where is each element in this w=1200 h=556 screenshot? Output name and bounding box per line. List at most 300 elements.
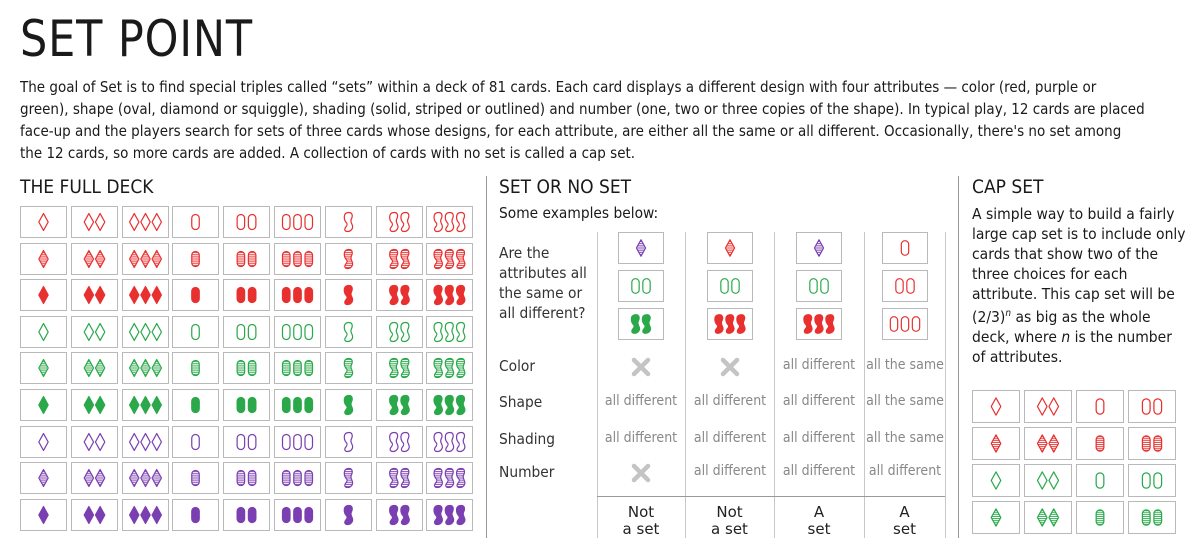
oval-symbol — [249, 251, 257, 266]
deck-card — [325, 389, 372, 421]
deck-card — [426, 499, 473, 531]
deck-card — [274, 243, 321, 275]
squiggle-symbol — [815, 315, 823, 334]
deck-card — [426, 243, 473, 275]
deck-card — [274, 389, 321, 421]
squiggle-symbol — [457, 432, 465, 451]
deck-card — [223, 499, 270, 531]
oval-symbol — [1142, 510, 1150, 525]
cap-set-description: A simple way to build a fairly large cap set is to include only cards that show two of the three choices for each attribute. This cap set will be $(2/3)^n$ as big as the whole deck, where n is the number of attributes. — [972, 205, 1186, 367]
deck-card — [376, 243, 423, 275]
deck-card — [274, 279, 321, 311]
result-cell: all different — [693, 393, 766, 409]
diamond-symbol — [129, 506, 138, 523]
squiggle-symbol — [434, 469, 442, 488]
example-card — [618, 308, 664, 340]
diamond-symbol — [95, 433, 104, 450]
x-icon — [685, 355, 775, 379]
oval-symbol — [283, 361, 291, 376]
squiggle-symbol — [446, 322, 454, 341]
squiggle-symbol — [446, 212, 454, 231]
oval-symbol — [192, 507, 200, 522]
deck-card — [426, 316, 473, 348]
deck-card — [20, 352, 67, 384]
oval-symbol — [305, 471, 313, 486]
deck-card — [325, 352, 372, 384]
diamond-symbol — [152, 214, 161, 231]
diamond-symbol — [152, 287, 161, 304]
result-cell: all the same — [865, 357, 944, 373]
diamond-symbol — [725, 240, 734, 257]
cap-set-card — [1128, 390, 1176, 423]
deck-card — [426, 206, 473, 238]
squiggle-symbol — [389, 395, 397, 414]
deck-card — [71, 316, 118, 348]
diamond-symbol — [991, 398, 1001, 415]
oval-symbol — [283, 288, 291, 303]
deck-card — [122, 352, 169, 384]
verdict-separator — [597, 496, 945, 497]
deck-card — [223, 243, 270, 275]
diamond-symbol — [140, 287, 149, 304]
deck-card — [274, 206, 321, 238]
deck-card — [20, 426, 67, 458]
oval-symbol — [192, 288, 200, 303]
squiggle-symbol — [434, 249, 442, 268]
oval-symbol — [249, 398, 257, 413]
squiggle-symbol — [457, 322, 465, 341]
oval-symbol — [294, 434, 302, 449]
example-column-line — [774, 232, 775, 538]
deck-card — [426, 426, 473, 458]
deck-card — [223, 389, 270, 421]
squiggle-symbol — [344, 395, 352, 414]
deck-card — [172, 279, 219, 311]
squiggle-symbol — [826, 315, 834, 334]
squiggle-symbol — [344, 212, 352, 231]
deck-card — [223, 462, 270, 494]
attribute-label-color: Color — [499, 357, 536, 375]
diamond-symbol — [814, 240, 823, 257]
diamond-symbol — [152, 323, 161, 340]
oval-symbol — [192, 215, 200, 230]
cap-set-card — [1076, 390, 1124, 423]
oval-symbol — [305, 398, 313, 413]
deck-card — [274, 499, 321, 531]
oval-symbol — [890, 317, 897, 332]
diamond-symbol — [84, 470, 93, 487]
attribute-label-number: Number — [499, 463, 555, 481]
squiggle-symbol — [446, 249, 454, 268]
example-column-line — [685, 232, 686, 538]
oval-symbol — [901, 241, 908, 256]
squiggle-symbol — [401, 286, 409, 305]
deck-card — [122, 279, 169, 311]
verdict-label: Not a set — [711, 503, 748, 538]
cap-set-card — [972, 427, 1020, 460]
squiggle-symbol — [344, 286, 352, 305]
deck-card — [274, 316, 321, 348]
oval-symbol — [192, 251, 200, 266]
example-card — [796, 232, 842, 264]
squiggle-symbol — [434, 505, 442, 524]
oval-symbol — [810, 279, 817, 294]
deck-card — [71, 462, 118, 494]
diamond-symbol — [39, 506, 48, 523]
intro-paragraph: The goal of Set is to find special triples called “sets” within a deck of 81 cards. Each card displays a different design with four attributes — color (red, purple or green), shape (oval, diamond or squiggle), shading (solid, striped or outlined) and number (one, two or three copies of the shape). In typical play, 12 cards are placed face-up and the players search for sets of three cards whose designs, for each attribute, are either all the same or all different. Occasionally, there's no set among the 12 cards, so more cards are added. A collection of cards with no set is called a cap set. — [20, 78, 1145, 162]
diamond-symbol — [129, 470, 138, 487]
diamond-symbol — [140, 470, 149, 487]
cap-set-card — [1024, 390, 1072, 423]
squiggle-symbol — [446, 469, 454, 488]
squiggle-symbol — [344, 249, 352, 268]
diamond-symbol — [129, 250, 138, 267]
oval-symbol — [192, 398, 200, 413]
example-card — [882, 270, 928, 302]
example-card — [707, 232, 753, 264]
example-card — [707, 270, 753, 302]
deck-card — [20, 206, 67, 238]
oval-symbol — [901, 317, 908, 332]
deck-card — [426, 279, 473, 311]
set-or-no-set-heading: SET OR NO SET — [499, 176, 632, 198]
diamond-symbol — [129, 214, 138, 231]
oval-symbol — [632, 279, 639, 294]
deck-card — [172, 426, 219, 458]
diamond-symbol — [84, 360, 93, 377]
oval-symbol — [283, 507, 291, 522]
example-column-line — [945, 232, 946, 538]
diamond-symbol — [152, 506, 161, 523]
result-cell: all different — [782, 463, 856, 479]
result-cell: all different — [693, 463, 766, 479]
diamond-symbol — [39, 470, 48, 487]
oval-symbol — [305, 215, 313, 230]
squiggle-symbol — [344, 505, 352, 524]
deck-card — [325, 243, 372, 275]
attributes-question: Are the attributes all the same or all different? — [499, 244, 587, 322]
squiggle-symbol — [457, 469, 465, 488]
cap-set-card — [1076, 427, 1124, 460]
diamond-symbol — [991, 472, 1001, 489]
diamond-symbol — [84, 506, 93, 523]
diamond-symbol — [39, 433, 48, 450]
squiggle-symbol — [446, 432, 454, 451]
diamond-symbol — [84, 214, 93, 231]
diamond-symbol — [140, 397, 149, 414]
squiggle-symbol — [446, 395, 454, 414]
diamond-symbol — [129, 433, 138, 450]
diamond-symbol — [95, 214, 104, 231]
squiggle-symbol — [446, 505, 454, 524]
squiggle-symbol — [434, 359, 442, 378]
deck-card — [20, 279, 67, 311]
squiggle-symbol — [736, 315, 744, 334]
deck-card — [223, 316, 270, 348]
squiggle-symbol — [401, 432, 409, 451]
oval-symbol — [283, 434, 291, 449]
squiggle-symbol — [401, 505, 409, 524]
squiggle-symbol — [714, 315, 722, 334]
squiggle-symbol — [401, 359, 409, 378]
deck-card — [274, 426, 321, 458]
oval-symbol — [294, 288, 302, 303]
diamond-symbol — [95, 470, 104, 487]
diamond-symbol — [140, 214, 149, 231]
deck-card — [426, 352, 473, 384]
diamond-symbol — [152, 470, 161, 487]
oval-symbol — [249, 434, 257, 449]
deck-card — [20, 499, 67, 531]
squiggle-symbol — [725, 315, 733, 334]
cap-set-card — [1128, 464, 1176, 497]
deck-card — [122, 389, 169, 421]
oval-symbol — [249, 324, 257, 339]
deck-card — [20, 316, 67, 348]
deck-card — [325, 206, 372, 238]
deck-card — [71, 426, 118, 458]
oval-symbol — [305, 288, 313, 303]
oval-symbol — [237, 471, 245, 486]
result-cell: all different — [868, 463, 941, 479]
example-card — [796, 308, 842, 340]
oval-symbol — [1096, 473, 1104, 488]
oval-symbol — [305, 507, 313, 522]
deck-card — [325, 316, 372, 348]
cap-set-card — [1128, 427, 1176, 460]
diamond-symbol — [991, 509, 1001, 526]
result-cell: all different — [604, 393, 678, 409]
squiggle-symbol — [446, 286, 454, 305]
result-cell: all different — [782, 393, 856, 409]
diamond-symbol — [1037, 435, 1047, 452]
oval-symbol — [731, 279, 738, 294]
diamond-symbol — [1049, 435, 1059, 452]
section-divider-left — [486, 176, 487, 538]
deck-card — [20, 243, 67, 275]
oval-symbol — [249, 471, 257, 486]
oval-symbol — [294, 215, 302, 230]
diamond-symbol — [1037, 509, 1047, 526]
deck-card — [426, 462, 473, 494]
example-card — [796, 270, 842, 302]
deck-card — [172, 352, 219, 384]
deck-card — [376, 499, 423, 531]
oval-symbol — [1096, 399, 1104, 414]
squiggle-symbol — [401, 212, 409, 231]
squiggle-symbol — [457, 212, 465, 231]
deck-card — [223, 426, 270, 458]
deck-card — [376, 389, 423, 421]
diamond-symbol — [39, 323, 48, 340]
deck-card — [122, 316, 169, 348]
squiggle-symbol — [344, 432, 352, 451]
diamond-symbol — [84, 323, 93, 340]
diamond-symbol — [140, 506, 149, 523]
cap-set-card — [1076, 464, 1124, 497]
deck-card — [71, 352, 118, 384]
deck-card — [71, 389, 118, 421]
diamond-symbol — [140, 250, 149, 267]
squiggle-symbol — [401, 469, 409, 488]
squiggle-symbol — [389, 469, 397, 488]
oval-symbol — [895, 279, 902, 294]
oval-symbol — [1154, 510, 1162, 525]
diamond-symbol — [152, 360, 161, 377]
diamond-symbol — [39, 250, 48, 267]
diamond-symbol — [95, 250, 104, 267]
oval-symbol — [192, 324, 200, 339]
deck-card — [376, 426, 423, 458]
cap-set-card — [972, 390, 1020, 423]
deck-card — [71, 206, 118, 238]
oval-symbol — [1142, 399, 1150, 414]
squiggle-symbol — [434, 286, 442, 305]
deck-card — [122, 243, 169, 275]
squiggle-symbol — [642, 315, 650, 334]
diamond-symbol — [39, 397, 48, 414]
deck-card — [274, 352, 321, 384]
deck-card — [20, 462, 67, 494]
cap-set-card — [972, 501, 1020, 534]
deck-card — [122, 426, 169, 458]
deck-card — [325, 426, 372, 458]
deck-card — [20, 389, 67, 421]
deck-card — [122, 206, 169, 238]
deck-card — [172, 462, 219, 494]
oval-symbol — [1096, 436, 1104, 451]
squiggle-symbol — [389, 359, 397, 378]
squiggle-symbol — [401, 322, 409, 341]
diamond-symbol — [991, 435, 1001, 452]
cap-set-card — [1076, 501, 1124, 534]
oval-symbol — [294, 251, 302, 266]
deck-card — [376, 279, 423, 311]
diamond-symbol — [636, 240, 645, 257]
deck-card — [376, 462, 423, 494]
oval-symbol — [283, 215, 291, 230]
attribute-label-shape: Shape — [499, 393, 543, 411]
oval-symbol — [305, 251, 313, 266]
example-card — [618, 232, 664, 264]
deck-card — [325, 279, 372, 311]
squiggle-symbol — [389, 212, 397, 231]
diamond-symbol — [39, 214, 48, 231]
diamond-symbol — [84, 250, 93, 267]
deck-card — [223, 279, 270, 311]
squiggle-symbol — [344, 359, 352, 378]
diamond-symbol — [129, 287, 138, 304]
oval-symbol — [1142, 436, 1150, 451]
deck-card — [376, 352, 423, 384]
deck-card — [223, 352, 270, 384]
verdict-label: Not a set — [622, 503, 660, 538]
squiggle-symbol — [457, 286, 465, 305]
squiggle-symbol — [389, 505, 397, 524]
result-cell: all different — [693, 430, 766, 446]
deck-card — [223, 206, 270, 238]
squiggle-symbol — [457, 359, 465, 378]
oval-symbol — [249, 288, 257, 303]
deck-card — [71, 499, 118, 531]
example-column-line — [597, 232, 598, 538]
oval-symbol — [249, 507, 257, 522]
oval-symbol — [720, 279, 727, 294]
squiggle-symbol — [631, 315, 639, 334]
oval-symbol — [294, 324, 302, 339]
squiggle-symbol — [389, 249, 397, 268]
diamond-symbol — [1049, 509, 1059, 526]
diamond-symbol — [129, 397, 138, 414]
cap-set-card — [1024, 427, 1072, 460]
diamond-symbol — [152, 433, 161, 450]
section-divider-right — [958, 176, 959, 538]
oval-symbol — [283, 251, 291, 266]
verdict-label: A set — [807, 503, 831, 538]
deck-card — [376, 206, 423, 238]
oval-symbol — [237, 251, 245, 266]
x-icon — [596, 355, 686, 379]
oval-symbol — [821, 279, 828, 294]
deck-card — [172, 206, 219, 238]
oval-symbol — [237, 361, 245, 376]
cap-set-card — [972, 464, 1020, 497]
oval-symbol — [283, 471, 291, 486]
oval-symbol — [1154, 436, 1162, 451]
oval-symbol — [294, 507, 302, 522]
diamond-symbol — [84, 397, 93, 414]
diamond-symbol — [39, 287, 48, 304]
squiggle-symbol — [344, 469, 352, 488]
squiggle-symbol — [457, 249, 465, 268]
oval-symbol — [192, 471, 200, 486]
full-deck-heading: THE FULL DECK — [20, 176, 154, 198]
verdict-label: A set — [893, 503, 916, 538]
squiggle-symbol — [389, 286, 397, 305]
oval-symbol — [1154, 473, 1162, 488]
oval-symbol — [305, 324, 313, 339]
oval-symbol — [192, 434, 200, 449]
deck-card — [172, 499, 219, 531]
diamond-symbol — [95, 360, 104, 377]
diamond-symbol — [39, 360, 48, 377]
result-cell: all the same — [865, 430, 944, 446]
deck-card — [172, 389, 219, 421]
cap-set-heading: CAP SET — [972, 176, 1044, 198]
cap-set-card — [1024, 464, 1072, 497]
squiggle-symbol — [344, 322, 352, 341]
cap-set-card — [1128, 501, 1176, 534]
squiggle-symbol — [434, 432, 442, 451]
diamond-symbol — [95, 506, 104, 523]
squiggle-symbol — [804, 315, 812, 334]
oval-symbol — [283, 324, 291, 339]
diamond-symbol — [1037, 472, 1047, 489]
oval-symbol — [237, 398, 245, 413]
oval-symbol — [906, 279, 913, 294]
cap-set-card — [1024, 501, 1072, 534]
deck-card — [172, 243, 219, 275]
diamond-symbol — [95, 287, 104, 304]
oval-symbol — [643, 279, 650, 294]
example-card — [618, 270, 664, 302]
deck-card — [376, 316, 423, 348]
oval-symbol — [237, 215, 245, 230]
oval-symbol — [1154, 399, 1162, 414]
squiggle-symbol — [389, 322, 397, 341]
page-title: SET POINT — [20, 10, 254, 68]
oval-symbol — [237, 288, 245, 303]
